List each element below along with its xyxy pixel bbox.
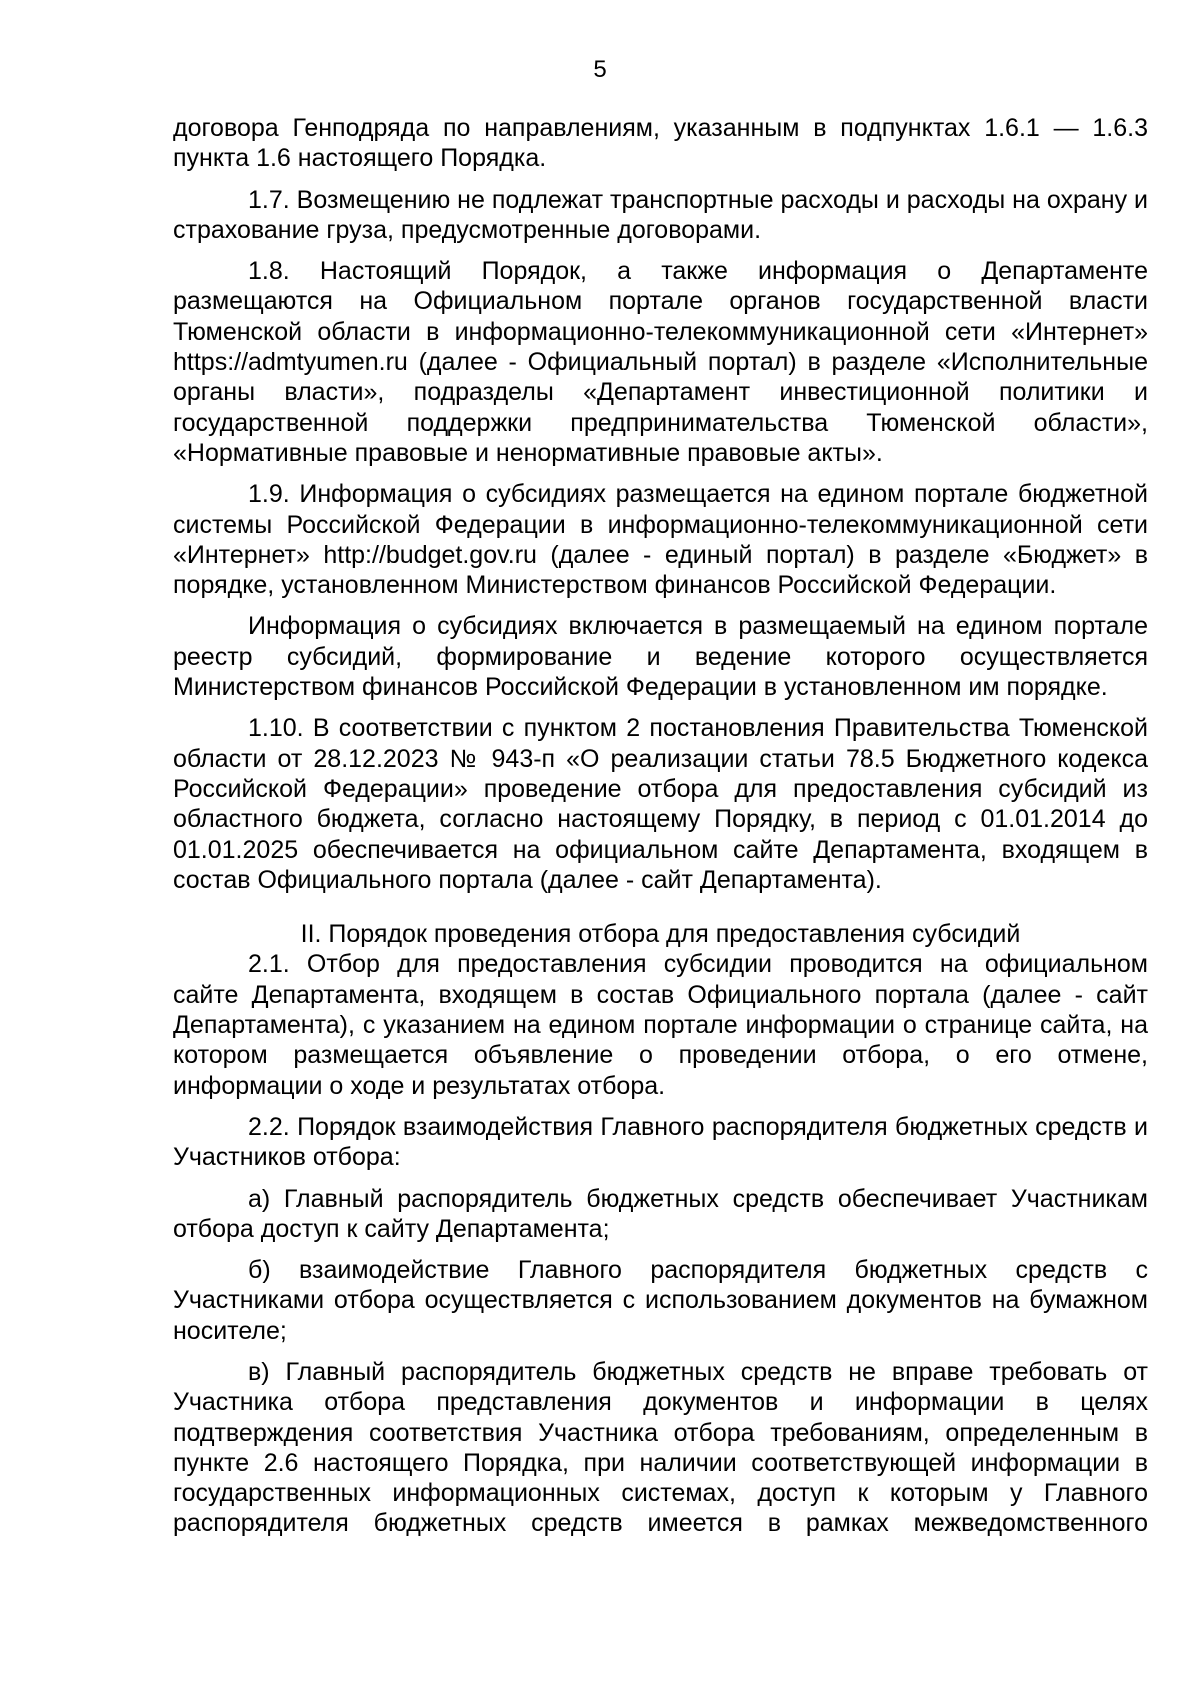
paragraph-continuation: договора Генподряда по направлениям, указанным в подпунктах 1.6.1 — 1.6.3 пункта 1.6 настоящего Порядка. [173, 114, 1148, 173]
document-body [173, 113, 1148, 1539]
paragraph-2-2-a: а) Главный распорядитель бюджетных средств обеспечивает Участникам отбора доступ к сайту Департамента; [173, 1184, 1148, 1243]
paragraph-1-9: 1.9. Информация о субсидиях размещается на едином портале бюджетной системы Российской Федерации в информационно-телекоммуникационной сети «Интернет» http://budget.gov.ru (далее - единый портал) в разделе «Бюджет» в порядке, установленном Министерством финансов Российской Федерации. [173, 480, 1148, 600]
paragraph-2-2-b: б) взаимодействие Главного распорядителя бюджетных средств с Участниками отбора осуществляется с использованием документов на бумажном носителе; [173, 1256, 1148, 1345]
paragraph-1-7: 1.7. Возмещению не подлежат транспортные расходы и расходы на охрану и страхование груза, предусмотренные договорами. [173, 185, 1148, 244]
paragraph-2-2: 2.2. Порядок взаимодействия Главного распорядителя бюджетных средств и Участников отбора: [173, 1112, 1148, 1172]
paragraph-1-10: 1.10. В соответствии с пунктом 2 постановления Правительства Тюменской области от 28.12.2023 № 943-п «О реализации статьи 78.5 Бюджетного кодекса Российской Федерации» проведение отбора для предоставления субсидий из областного бюджета, согласно настоящему Порядку, в период с 01.01.2014 до 01.01.2025 обеспечивается на официальном сайте Департамента, входящем в состав Официального портала (далее - сайт Департамента). [173, 714, 1148, 894]
paragraph-2-1: 2.1. Отбор для предоставления субсидии проводится на официальном сайте Департамента, входящем в состав Официального портала (далее - сайт Департамента), с указанием на едином портале информации о странице сайта, на котором размещается объявление о проведении отбора, о его отмене, информации о ходе и результатах отбора. [173, 950, 1148, 1100]
paragraph-1-8: 1.8. Настоящий Порядок, а также информация о Департаменте размещаются на Официальном портале органов государственной власти Тюменской области в информационно-телекоммуникационной сети «Интернет» https://admtyumen.ru (далее - Официальный портал) в разделе «Исполнительные органы власти», подразделы «Департамент инвестиционной политики и государственной поддержки предпринимательства Тюменской области», «Нормативные правовые и ненормативные правовые акты». [173, 257, 1148, 467]
section-heading: II. Порядок проведения отбора для предоставления субсидий [300, 920, 1021, 949]
paragraph-1-9-registry: Информация о субсидиях включается в размещаемый на едином портале реестр субсидий, формирование и ведение которого осуществляется Министерством финансов Российской Федерации в установленном им порядке. [173, 612, 1148, 702]
page-number: 5 [593, 56, 607, 83]
paragraph-2-2-v: в) Главный распорядитель бюджетных средств не вправе требовать от Участника отбора представления документов и информации в целях подтверждения соответствия Участника отбора требованиям, определенным в пункте 2.6 настоящего Порядка, при наличии соответствующей информации в государственных информационных системах, доступ к которым у Главного распорядителя бюджетных средств имеется в рамках межведомственного [173, 1357, 1148, 1538]
